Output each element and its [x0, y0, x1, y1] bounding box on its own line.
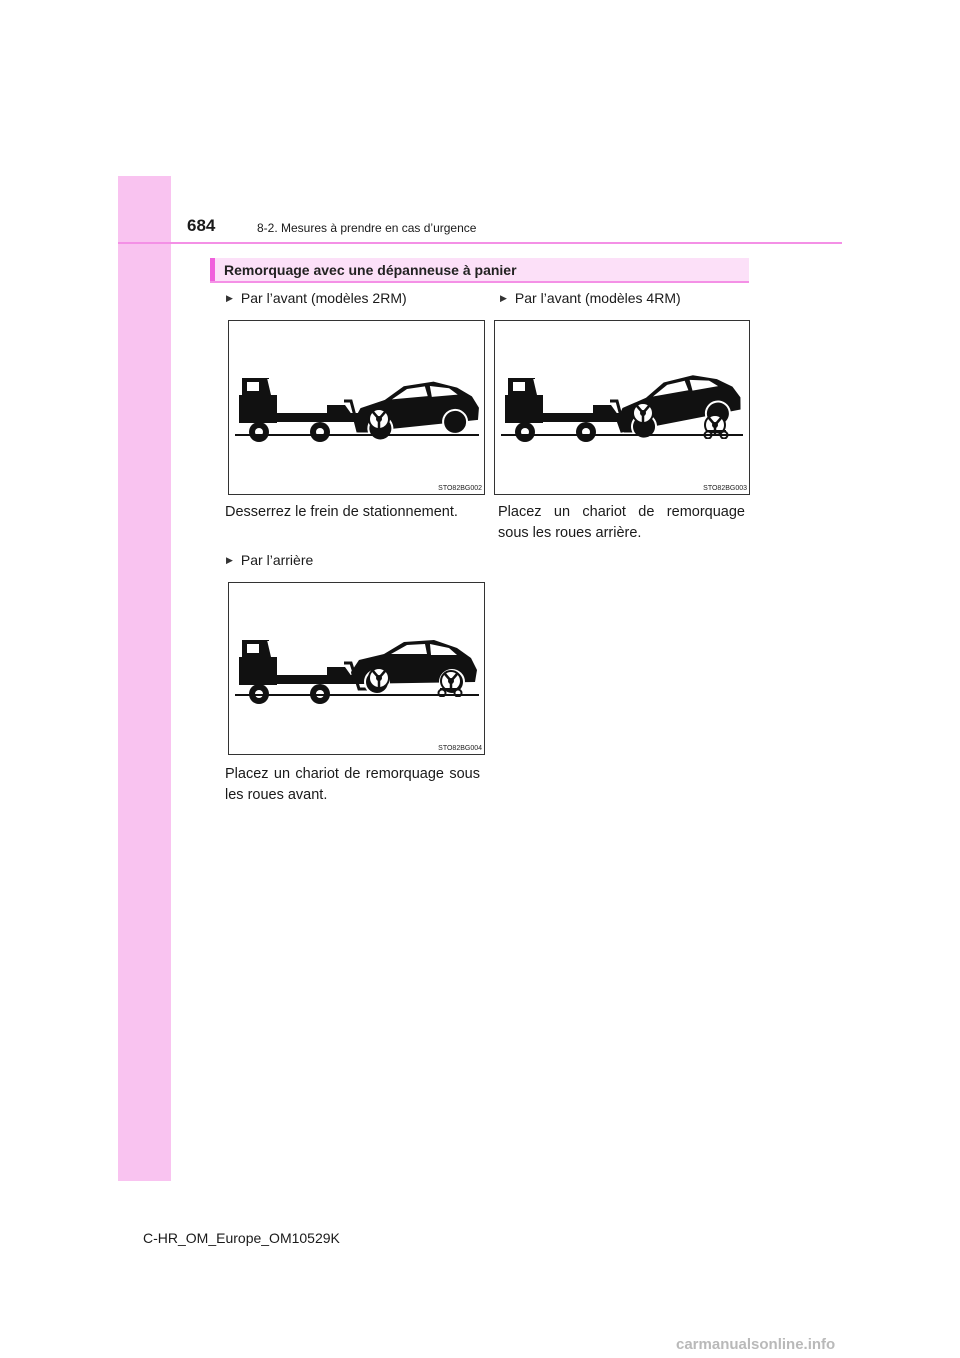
- section-heading-bar: [210, 258, 749, 283]
- item-heading-rear: [226, 552, 313, 568]
- item-text-front-2wd: Desserrez le frein de stationnement.: [225, 504, 458, 520]
- tow-truck-illustration: [229, 583, 484, 754]
- figure-code: STO82BG004: [438, 745, 482, 752]
- header-rule: [118, 242, 842, 244]
- triangle-bullet-icon: ▶: [226, 292, 233, 303]
- section-title: Remorquage avec une dépanneuse à panier: [224, 262, 517, 278]
- watermark: carmanualsonline.info: [676, 1336, 836, 1353]
- figure-code: STO82BG002: [438, 485, 482, 492]
- tow-truck-illustration: [229, 321, 484, 494]
- item-heading-text: Par l’avant (modèles 4RM): [514, 290, 681, 306]
- document-id: C-HR_OM_Europe_OM10529K: [143, 1230, 340, 1246]
- item-heading-text: Par l’avant (modèles 2RM): [240, 290, 407, 306]
- figure-code: STO82BG003: [703, 485, 747, 492]
- item-heading-text: Par l’arrière: [240, 552, 314, 568]
- item-text-rear: Placez un chariot de remorquage sous les roues avant.: [225, 766, 480, 803]
- running-head: 8-2. Mesures à prendre en cas d’urgence: [257, 221, 477, 235]
- figure-front-2wd: [228, 320, 485, 495]
- figure-front-4wd: [494, 320, 750, 495]
- triangle-bullet-icon: ▶: [226, 554, 233, 565]
- page-number: 684: [187, 216, 216, 235]
- section-marker: [210, 258, 215, 281]
- triangle-bullet-icon: ▶: [500, 292, 507, 303]
- item-heading-front-2wd: [226, 290, 407, 306]
- item-text-front-4wd: Placez un chariot de remorquage sous les roues arrière.: [498, 504, 745, 541]
- item-heading-front-4wd: [500, 290, 681, 306]
- figure-rear: [228, 582, 485, 755]
- chapter-tab: [118, 176, 171, 1181]
- tow-truck-illustration: [495, 321, 749, 494]
